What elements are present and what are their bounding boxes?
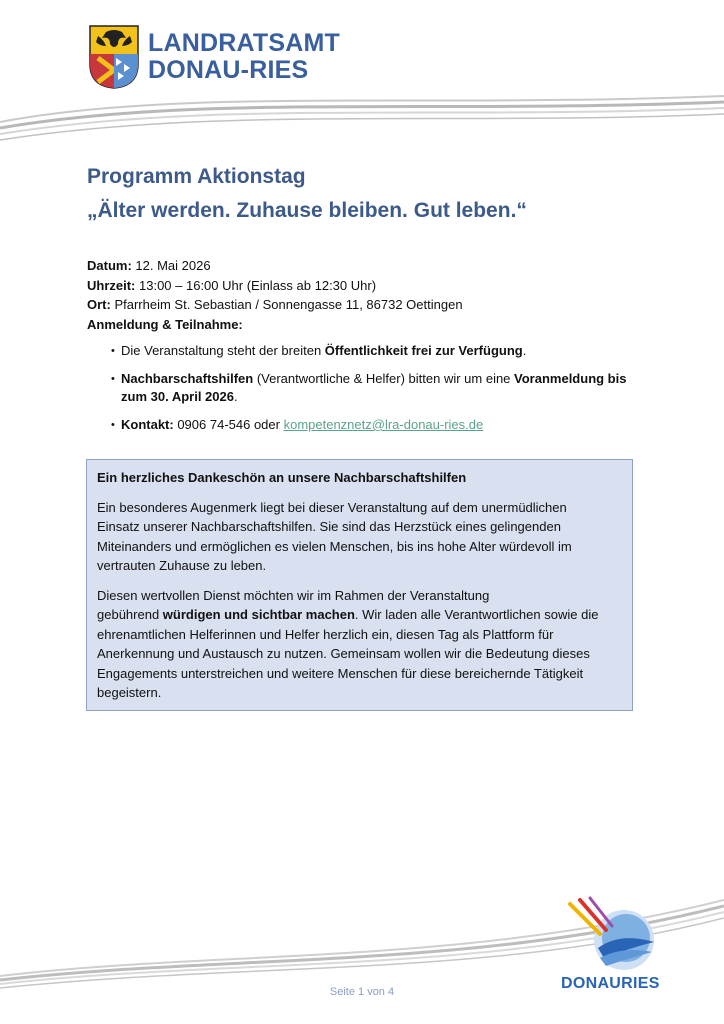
time-label: Uhrzeit: — [87, 277, 136, 293]
bullet-public-end: . — [522, 343, 527, 358]
bullet-help-registration: Voranmeldung bis — [514, 371, 627, 386]
box-p2-line: Engagements unterstreichen und weitere Menschen für diese bereichernde Tätigkeit — [97, 665, 584, 681]
box-p2-line: ehrenamtlichen Helferinnen und Helfer herzlich ein, diesen Tag als Plattform für — [97, 626, 554, 642]
box-p2-line — [97, 605, 622, 625]
box-p2-text: gebührend — [97, 607, 163, 622]
date-row — [87, 256, 463, 276]
box-p1-line: vertrauten Zuhause zu leben. — [97, 558, 267, 573]
contact-phone: 0906 74-546 oder — [173, 417, 284, 432]
bullet-contact — [112, 416, 652, 434]
page-number: Seite 1 von 4 — [329, 986, 395, 998]
registration-label: Anmeldung & Teilnahme: — [87, 316, 243, 332]
bullet-help-text: (Verantwortliche & Helfer) bitten wir um eine — [253, 371, 515, 386]
event-info — [87, 256, 463, 334]
date-value: 12. Mai 2026 — [131, 258, 211, 273]
registration-row — [87, 315, 463, 335]
box-p2-line: Anerkennung und Austausch zu nutzen. Gemeinsam wollen wir die Bedeutung dieses — [97, 646, 590, 661]
bullet-help-bold: Nachbarschaftshilfen — [121, 371, 254, 386]
box-p2-line: begeistern. — [97, 685, 162, 700]
box-p2-text: . Wir laden alle Verantwortlichen sowie die — [354, 607, 599, 622]
time-row — [87, 276, 463, 296]
bullet-public — [112, 342, 652, 360]
bullet-neighborhood-help — [112, 370, 652, 406]
time-value: 13:00 – 16:00 Uhr (Einlass ab 12:30 Uhr) — [135, 277, 377, 293]
place-value: Pfarrheim St. Sebastian / Sonnengasse 11, 86732 Oettingen — [110, 297, 463, 312]
contact-label: Kontakt: — [121, 417, 174, 432]
contact-email-link[interactable]: kompetenznetz@lra-donau-ries.de — [283, 417, 484, 432]
donauries-brand: DONAURIES — [561, 975, 660, 992]
box-p1-line: Miteinanders und ermöglichen es vielen Menschen, bis ins hohe Alter würdevoll im — [97, 538, 572, 554]
thank-you-box — [86, 459, 633, 711]
page-title — [87, 160, 527, 228]
header-swoosh-decoration — [0, 78, 724, 148]
box-p2-line: Diesen wertvollen Dienst möchten wir im Rahmen der Veranstaltung — [97, 587, 490, 603]
org-line-2: DONAU-RIES — [148, 56, 309, 84]
bullet-help-end: . — [233, 389, 238, 404]
bullet-help-line2 — [121, 388, 652, 406]
title-line-1: Programm Aktionstag — [87, 165, 306, 188]
bullet-help-deadline: zum 30. April 2026 — [121, 389, 234, 404]
date-label: Datum: — [87, 258, 132, 273]
box-p1-line: Einsatz unserer Nachbarschaftshilfen. Sie sind das Herzstück eines gelingenden — [97, 519, 561, 534]
place-row — [87, 295, 463, 315]
bullet-public-bold: Öffentlichkeit frei zur Verfügung — [324, 343, 523, 358]
box-p1-line: Ein besonderes Augenmerk liegt bei dieser Veranstaltung auf dem unermüdlichen — [97, 499, 567, 515]
registration-bullets — [112, 342, 652, 444]
box-title: Ein herzliches Dankeschön an unsere Nachbarschaftshilfen — [97, 470, 467, 485]
organization-name — [148, 30, 340, 84]
title-line-2: „Älter werden. Zuhause bleiben. Gut leben.“ — [87, 199, 527, 222]
org-line-1: LANDRATSAMT — [148, 29, 340, 57]
bullet-public-text: Die Veranstaltung steht der breiten — [121, 343, 325, 358]
place-label: Ort: — [87, 297, 111, 312]
box-p2-bold: würdigen und sichtbar machen — [162, 607, 355, 622]
